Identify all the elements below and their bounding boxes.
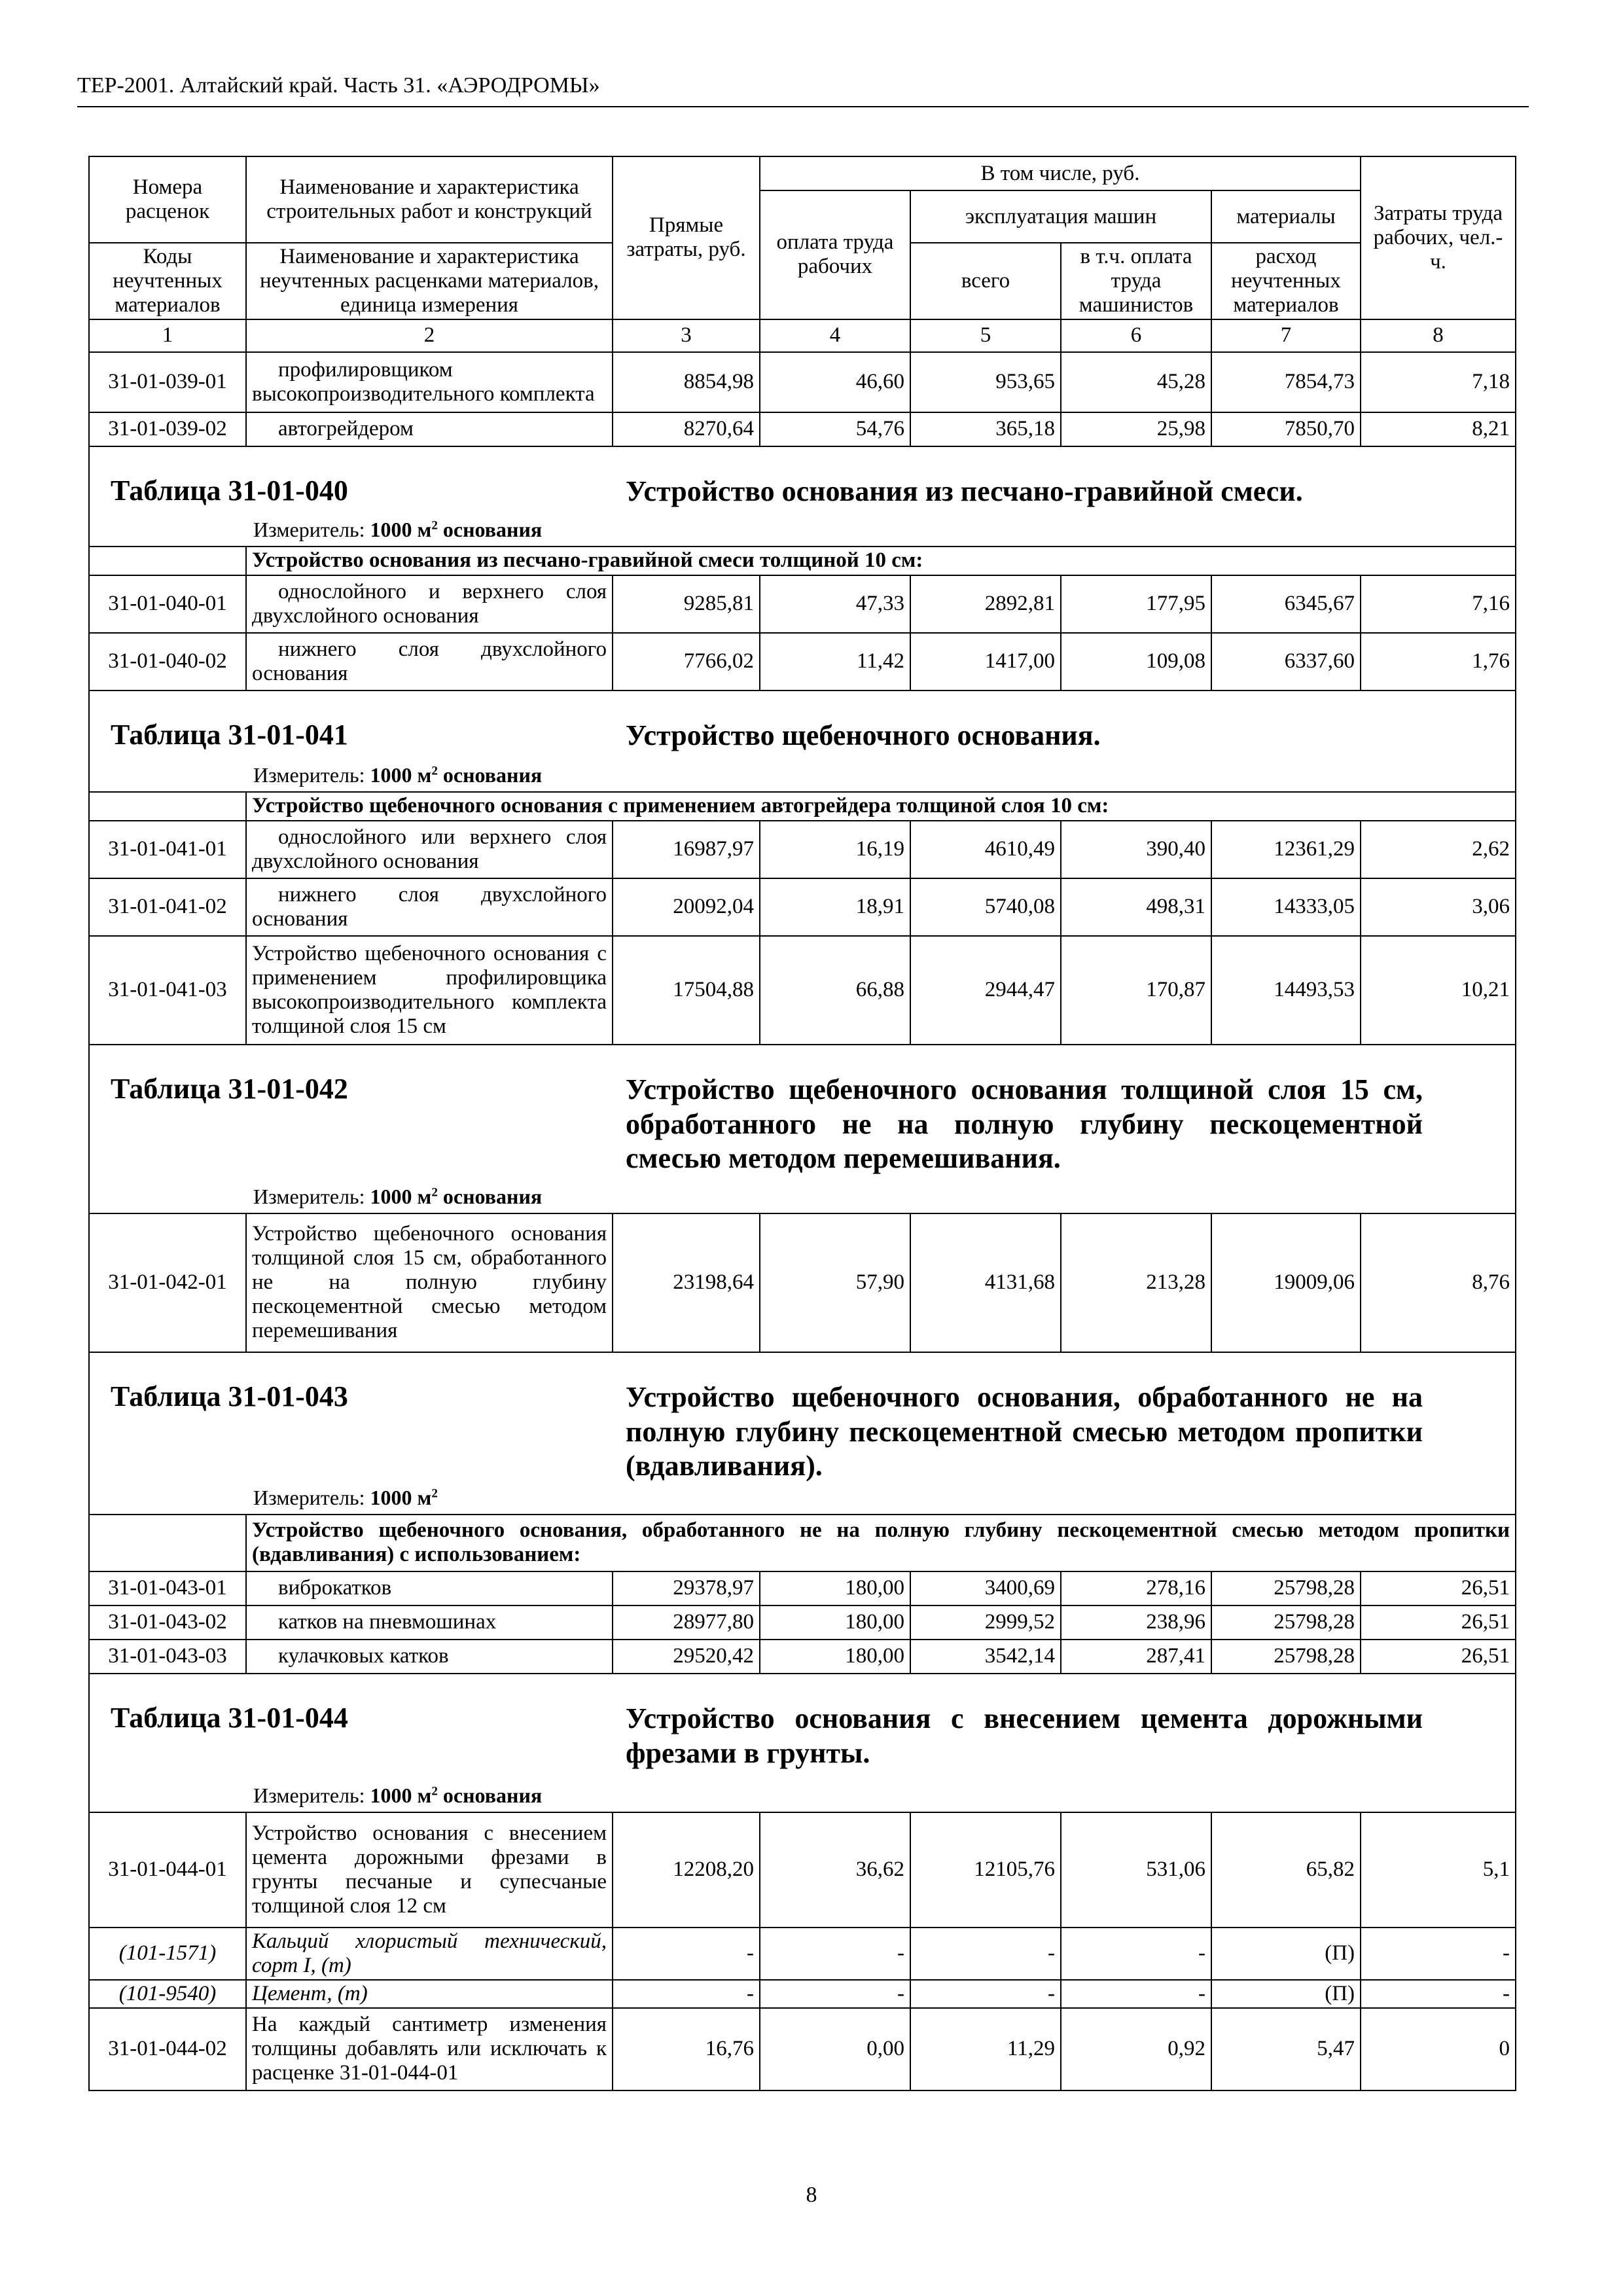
rate-description: катков на пневмошинах bbox=[246, 1605, 613, 1640]
table-title: Устройство щебеночного основания. bbox=[626, 719, 1101, 751]
column-numbers-row bbox=[89, 319, 1516, 352]
drivers-wages-value: 45,28 bbox=[1061, 352, 1211, 412]
rate-description: виброкатков bbox=[246, 1571, 613, 1605]
direct-costs-value: 23198,64 bbox=[613, 1213, 760, 1352]
wages-value: - bbox=[760, 1928, 910, 1980]
section-header-cell bbox=[89, 446, 1516, 547]
subheader-text: Устройство щебеночного основания с применением автогрейдера толщиной слоя 10 см: bbox=[246, 792, 1516, 821]
measure-suffix: основания bbox=[442, 763, 543, 787]
drivers-wages-value: 287,41 bbox=[1061, 1640, 1211, 1674]
table-title: Устройство основания из песчано-гравийной смеси. bbox=[626, 475, 1303, 507]
machines-total-value: 3542,14 bbox=[910, 1640, 1061, 1674]
wages-value: 0,00 bbox=[760, 2008, 910, 2090]
measure-unit bbox=[253, 764, 542, 787]
direct-costs-value: - bbox=[613, 1928, 760, 1980]
materials-value: 6345,67 bbox=[1211, 575, 1361, 633]
rate-description: На каждый сантиметр изменения толщины добавлять или исключать к расценке 31-01-044-01 bbox=[246, 2008, 613, 2090]
subheader-row bbox=[89, 547, 1516, 575]
rate-code: 31-01-041-01 bbox=[89, 821, 246, 878]
wages-value: 36,62 bbox=[760, 1812, 910, 1928]
measure-exponent: 2 bbox=[431, 1784, 438, 1799]
drivers-wages-value: 278,16 bbox=[1061, 1571, 1211, 1605]
measure-exponent: 2 bbox=[431, 518, 438, 533]
rate-code: 31-01-041-03 bbox=[89, 936, 246, 1045]
table-row bbox=[89, 2008, 1516, 2090]
wages-value: 18,91 bbox=[760, 878, 910, 936]
measure-value-text: 1000 м bbox=[370, 1185, 432, 1209]
labor-value: 26,51 bbox=[1361, 1605, 1516, 1640]
machines-total-value: 2892,81 bbox=[910, 575, 1061, 633]
direct-costs-value: 29378,97 bbox=[613, 1571, 760, 1605]
table-row bbox=[89, 1640, 1516, 1674]
rate-code: 31-01-041-02 bbox=[89, 878, 246, 936]
table-row bbox=[89, 1812, 1516, 1928]
machines-total-value: - bbox=[910, 1980, 1061, 2008]
machines-total-value: - bbox=[910, 1928, 1061, 1980]
table-section-header bbox=[89, 691, 1516, 792]
direct-costs-value: 12208,20 bbox=[613, 1812, 760, 1928]
rate-code: 31-01-044-01 bbox=[89, 1812, 246, 1928]
wages-value: 46,60 bbox=[760, 352, 910, 412]
materials-value: (П) bbox=[1211, 1928, 1361, 1980]
measure-label: Измеритель: bbox=[253, 1486, 365, 1510]
measure-exponent: 2 bbox=[431, 764, 438, 778]
materials-value: 19009,06 bbox=[1211, 1213, 1361, 1352]
rate-description: Устройство щебеночного основания толщиной слоя 15 см, обработанного не на полную глубину пескоцементной смесью методом перемешивания bbox=[246, 1213, 613, 1352]
drivers-wages-value: - bbox=[1061, 1980, 1211, 2008]
header-wages: оплата труда рабочих bbox=[760, 190, 910, 319]
column-number: 7 bbox=[1211, 319, 1361, 352]
rate-code: 31-01-040-02 bbox=[89, 633, 246, 691]
rate-code: 31-01-042-01 bbox=[89, 1213, 246, 1352]
machines-total-value: 12105,76 bbox=[910, 1812, 1061, 1928]
table-number: Таблица 31-01-044 bbox=[111, 1701, 348, 1734]
table-title: Устройство щебеночного основания толщиной слоя 15 см, обработанного не на полную глубину пескоцементной смесью методом перемешивания. bbox=[626, 1073, 1423, 1175]
drivers-wages-value: 498,31 bbox=[1061, 878, 1211, 936]
materials-value: 14493,53 bbox=[1211, 936, 1361, 1045]
measure-exponent: 2 bbox=[431, 1185, 438, 1200]
machines-total-value: 2944,47 bbox=[910, 936, 1061, 1045]
measure-unit bbox=[253, 1185, 542, 1209]
machines-total-value: 2999,52 bbox=[910, 1605, 1061, 1640]
measure-value bbox=[370, 1486, 438, 1509]
subheader-text: Устройство щебеночного основания, обработанного не на полную глубину пескоцементной смесью методом пропитки (вдавливания) с использованием: bbox=[246, 1515, 1516, 1571]
drivers-wages-value: 109,08 bbox=[1061, 633, 1211, 691]
subheader-text: Устройство основания из песчано-гравийной смеси толщиной 10 см: bbox=[246, 547, 1516, 575]
drivers-wages-value: 177,95 bbox=[1061, 575, 1211, 633]
labor-value: 7,18 bbox=[1361, 352, 1516, 412]
column-number: 6 bbox=[1061, 319, 1211, 352]
measure-label: Измеритель: bbox=[253, 1784, 365, 1808]
direct-costs-value: 8270,64 bbox=[613, 412, 760, 446]
drivers-wages-value: 238,96 bbox=[1061, 1605, 1211, 1640]
column-number: 5 bbox=[910, 319, 1061, 352]
table-row bbox=[89, 352, 1516, 412]
rates-table bbox=[88, 156, 1516, 2091]
column-number: 3 bbox=[613, 319, 760, 352]
direct-costs-value: 8854,98 bbox=[613, 352, 760, 412]
header-material-codes: Коды неучтенных материалов bbox=[89, 243, 246, 319]
column-number: 2 bbox=[246, 319, 613, 352]
table-row bbox=[89, 878, 1516, 936]
materials-value: (П) bbox=[1211, 1980, 1361, 2008]
table-row bbox=[89, 1571, 1516, 1605]
subheader-spacer bbox=[89, 792, 246, 821]
measure-value-text: 1000 м bbox=[370, 763, 432, 787]
header-unaccounted-materials: расход неучтенных материалов bbox=[1211, 243, 1361, 319]
rate-description: кулачковых катков bbox=[246, 1640, 613, 1674]
measure-value bbox=[370, 763, 543, 787]
rate-code: 31-01-040-01 bbox=[89, 575, 246, 633]
section-header-cell bbox=[89, 1674, 1516, 1812]
table-section-header bbox=[89, 446, 1516, 547]
materials-value: 14333,05 bbox=[1211, 878, 1361, 936]
labor-value: 5,1 bbox=[1361, 1812, 1516, 1928]
rate-code: 31-01-043-02 bbox=[89, 1605, 246, 1640]
measure-unit bbox=[253, 1784, 542, 1808]
wages-value: 16,19 bbox=[760, 821, 910, 878]
rate-code: (101-1571) bbox=[89, 1928, 246, 1980]
materials-value: 7854,73 bbox=[1211, 352, 1361, 412]
table-title: Устройство основания с внесением цемента дорожными фрезами в грунты. bbox=[626, 1702, 1423, 1769]
rate-description: однослойного и верхнего слоя двухслойного основания bbox=[246, 575, 613, 633]
direct-costs-value: 20092,04 bbox=[613, 878, 760, 936]
wages-value: - bbox=[760, 1980, 910, 2008]
drivers-wages-value: 213,28 bbox=[1061, 1213, 1211, 1352]
table-row bbox=[89, 412, 1516, 446]
measure-exponent: 2 bbox=[431, 1486, 438, 1501]
rate-code: 31-01-039-01 bbox=[89, 352, 246, 412]
header-including: В том числе, руб. bbox=[760, 156, 1361, 190]
direct-costs-value: 16,76 bbox=[613, 2008, 760, 2090]
measure-value bbox=[370, 1784, 543, 1807]
direct-costs-value: 29520,42 bbox=[613, 1640, 760, 1674]
header-rule bbox=[77, 106, 1529, 107]
table-row bbox=[89, 1928, 1516, 1980]
rate-description: автогрейдером bbox=[246, 412, 613, 446]
table-row bbox=[89, 821, 1516, 878]
labor-value: 1,76 bbox=[1361, 633, 1516, 691]
column-number: 4 bbox=[760, 319, 910, 352]
labor-value: 26,51 bbox=[1361, 1571, 1516, 1605]
page-number: 8 bbox=[806, 2183, 817, 2207]
measure-label: Измеритель: bbox=[253, 1185, 365, 1209]
direct-costs-value: 17504,88 bbox=[613, 936, 760, 1045]
header-machines: эксплуатация машин bbox=[910, 190, 1211, 243]
direct-costs-value: 9285,81 bbox=[613, 575, 760, 633]
direct-costs-value: 7766,02 bbox=[613, 633, 760, 691]
table-row bbox=[89, 936, 1516, 1045]
measure-suffix: основания bbox=[442, 1185, 543, 1209]
subheader-row bbox=[89, 1515, 1516, 1571]
machines-total-value: 3400,69 bbox=[910, 1571, 1061, 1605]
rate-description: нижнего слоя двухслойного основания bbox=[246, 633, 613, 691]
rate-code: (101-9540) bbox=[89, 1980, 246, 2008]
labor-value: - bbox=[1361, 1980, 1516, 2008]
subheader-spacer bbox=[89, 1515, 246, 1571]
labor-value: 3,06 bbox=[1361, 878, 1516, 936]
header-machines-total: всего bbox=[910, 243, 1061, 319]
wages-value: 54,76 bbox=[760, 412, 910, 446]
section-header-cell bbox=[89, 1045, 1516, 1213]
machines-total-value: 5740,08 bbox=[910, 878, 1061, 936]
header-labor: Затраты труда рабочих, чел.-ч. bbox=[1361, 156, 1516, 319]
machines-total-value: 4131,68 bbox=[910, 1213, 1061, 1352]
labor-value: 8,76 bbox=[1361, 1213, 1516, 1352]
labor-value: 26,51 bbox=[1361, 1640, 1516, 1674]
machines-total-value: 365,18 bbox=[910, 412, 1061, 446]
header-direct-costs: Прямые затраты, руб. bbox=[613, 156, 760, 319]
materials-value: 7850,70 bbox=[1211, 412, 1361, 446]
table-row bbox=[89, 633, 1516, 691]
materials-value: 25798,28 bbox=[1211, 1571, 1361, 1605]
materials-value: 6337,60 bbox=[1211, 633, 1361, 691]
materials-value: 12361,29 bbox=[1211, 821, 1361, 878]
drivers-wages-value: 531,06 bbox=[1061, 1812, 1211, 1928]
measure-label: Измеритель: bbox=[253, 763, 365, 787]
direct-costs-value: - bbox=[613, 1980, 760, 2008]
table-title: Устройство щебеночного основания, обработанного не на полную глубину пескоцементной смесью методом пропитки (вдавливания). bbox=[626, 1380, 1423, 1482]
wages-value: 47,33 bbox=[760, 575, 910, 633]
rate-description: Цемент, (т) bbox=[246, 1980, 613, 2008]
machines-total-value: 4610,49 bbox=[910, 821, 1061, 878]
table-row bbox=[89, 575, 1516, 633]
running-header: ТЕР-2001. Алтайский край. Часть 31. «АЭРОДРОМЫ» bbox=[77, 73, 600, 98]
table-number: Таблица 31-01-041 bbox=[111, 718, 348, 751]
materials-value: 25798,28 bbox=[1211, 1640, 1361, 1674]
subheader-row bbox=[89, 792, 1516, 821]
table-section-header bbox=[89, 1352, 1516, 1515]
labor-value: - bbox=[1361, 1928, 1516, 1980]
header-work-name: Наименование и характеристика строительных работ и конструкций bbox=[246, 156, 613, 243]
section-header-cell bbox=[89, 1352, 1516, 1515]
table-row bbox=[89, 1980, 1516, 2008]
column-number: 1 bbox=[89, 319, 246, 352]
rate-description: Кальций хлористый технический, сорт I, (т) bbox=[246, 1928, 613, 1980]
section-header-cell bbox=[89, 691, 1516, 792]
wages-value: 11,42 bbox=[760, 633, 910, 691]
rate-code: 31-01-039-02 bbox=[89, 412, 246, 446]
rate-description: Устройство щебеночного основания с применением профилировщика высокопроизводительного комплекта толщиной слоя 15 см bbox=[246, 936, 613, 1045]
measure-value-text: 1000 м bbox=[370, 1486, 432, 1510]
rate-description: профилировщиком высокопроизводительного комплекта bbox=[246, 352, 613, 412]
wages-value: 180,00 bbox=[760, 1571, 910, 1605]
column-number: 8 bbox=[1361, 319, 1516, 352]
measure-value-text: 1000 м bbox=[370, 518, 432, 542]
labor-value: 10,21 bbox=[1361, 936, 1516, 1045]
measure-suffix: основания bbox=[442, 518, 543, 542]
labor-value: 8,21 bbox=[1361, 412, 1516, 446]
measure-unit bbox=[253, 518, 542, 542]
rate-description: однослойного или верхнего слоя двухслойного основания bbox=[246, 821, 613, 878]
materials-value: 5,47 bbox=[1211, 2008, 1361, 2090]
rate-description: нижнего слоя двухслойного основания bbox=[246, 878, 613, 936]
materials-value: 25798,28 bbox=[1211, 1605, 1361, 1640]
header-materials: материалы bbox=[1211, 190, 1361, 243]
measure-label: Измеритель: bbox=[253, 518, 365, 542]
direct-costs-value: 16987,97 bbox=[613, 821, 760, 878]
drivers-wages-value: 0,92 bbox=[1061, 2008, 1211, 2090]
table-number: Таблица 31-01-040 bbox=[111, 474, 348, 507]
table-number: Таблица 31-01-043 bbox=[111, 1380, 348, 1412]
labor-value: 0 bbox=[1361, 2008, 1516, 2090]
table-row bbox=[89, 1213, 1516, 1352]
header-material-name: Наименование и характеристика неучтенных расценками материалов, единица измерения bbox=[246, 243, 613, 319]
wages-value: 180,00 bbox=[760, 1605, 910, 1640]
machines-total-value: 1417,00 bbox=[910, 633, 1061, 691]
rate-code: 31-01-044-02 bbox=[89, 2008, 246, 2090]
rate-code: 31-01-043-01 bbox=[89, 1571, 246, 1605]
machines-total-value: 11,29 bbox=[910, 2008, 1061, 2090]
wages-value: 180,00 bbox=[760, 1640, 910, 1674]
drivers-wages-value: 170,87 bbox=[1061, 936, 1211, 1045]
direct-costs-value: 28977,80 bbox=[613, 1605, 760, 1640]
table-section-header bbox=[89, 1674, 1516, 1812]
wages-value: 57,90 bbox=[760, 1213, 910, 1352]
measure-value bbox=[370, 518, 543, 541]
drivers-wages-value: - bbox=[1061, 1928, 1211, 1980]
subheader-spacer bbox=[89, 547, 246, 575]
header-codes: Номера расценок bbox=[89, 156, 246, 243]
rate-code: 31-01-043-03 bbox=[89, 1640, 246, 1674]
labor-value: 7,16 bbox=[1361, 575, 1516, 633]
measure-suffix: основания bbox=[442, 1784, 543, 1808]
machines-total-value: 953,65 bbox=[910, 352, 1061, 412]
materials-value: 65,82 bbox=[1211, 1812, 1361, 1928]
table-row bbox=[89, 1605, 1516, 1640]
table-section-header bbox=[89, 1045, 1516, 1213]
measure-value bbox=[370, 1185, 543, 1208]
header-drivers-wages: в т.ч. оплата труда машинистов bbox=[1061, 243, 1211, 319]
measure-value-text: 1000 м bbox=[370, 1784, 432, 1808]
labor-value: 2,62 bbox=[1361, 821, 1516, 878]
rate-description: Устройство основания с внесением цемента дорожными фрезами в грунты песчаные и супесчаные толщиной слоя 12 см bbox=[246, 1812, 613, 1928]
wages-value: 66,88 bbox=[760, 936, 910, 1045]
drivers-wages-value: 390,40 bbox=[1061, 821, 1211, 878]
drivers-wages-value: 25,98 bbox=[1061, 412, 1211, 446]
measure-unit bbox=[253, 1486, 438, 1510]
table-number: Таблица 31-01-042 bbox=[111, 1072, 348, 1105]
